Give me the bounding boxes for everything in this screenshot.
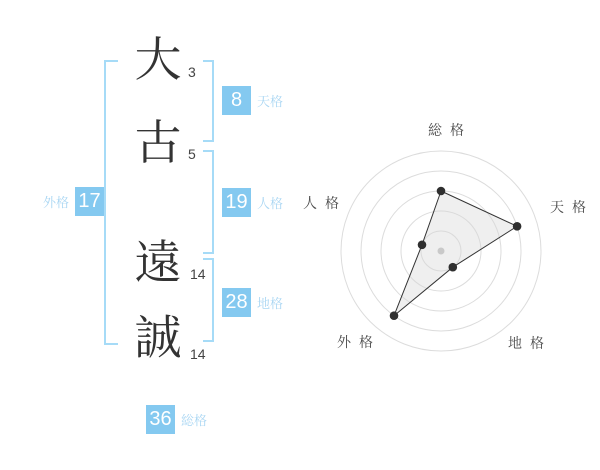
radar-center-dot — [438, 248, 445, 255]
chikaku-row — [222, 288, 283, 317]
jinkaku-label: 人格 — [257, 196, 284, 211]
jinkaku-bracket — [203, 150, 214, 254]
tenkaku-label: 天格 — [257, 94, 284, 109]
soukaku-row — [146, 405, 207, 434]
chikaku-label: 地格 — [257, 296, 284, 311]
radar-axis-label-chikaku: 地格 — [508, 335, 552, 351]
tenkaku-value-badge: 8 — [222, 86, 251, 115]
radar-axis-label-tenkaku: 天格 — [550, 199, 594, 215]
kanji-char-4: 誠 — [134, 311, 182, 364]
tenkaku-row — [222, 86, 283, 115]
gaikaku-value-badge: 17 — [75, 187, 104, 216]
gaikaku-row — [43, 187, 104, 216]
radar-point-4 — [418, 241, 427, 250]
soukaku-value-badge: 36 — [146, 405, 175, 434]
radar-point-1 — [513, 222, 522, 231]
radar-point-3 — [390, 311, 399, 320]
stroke-count-4: 14 — [190, 346, 206, 362]
radar-chart-svg — [300, 110, 590, 370]
stroke-count-2: 5 — [188, 146, 196, 162]
kanji-char-3: 遠 — [134, 236, 182, 289]
chikaku-bracket — [203, 258, 214, 342]
chikaku-value-badge: 28 — [222, 288, 251, 317]
radar-point-0 — [437, 187, 446, 196]
radar-axis-label-gaikaku: 外格 — [337, 334, 381, 350]
jinkaku-row — [222, 188, 283, 217]
tenkaku-bracket — [203, 60, 214, 142]
soukaku-label: 総格 — [181, 413, 208, 428]
full-name-bracket — [104, 60, 118, 345]
radar-point-2 — [449, 263, 458, 272]
gaikaku-label: 外格 — [43, 195, 70, 210]
kanji-char-2: 古 — [134, 116, 182, 169]
jinkaku-value-badge: 19 — [222, 188, 251, 217]
radar-polygon — [394, 191, 517, 316]
stroke-count-1: 3 — [188, 64, 196, 80]
radar-axis-label-soukaku: 総格 — [428, 122, 472, 138]
kanji-char-1: 大 — [134, 33, 182, 86]
radar-axis-label-jinkaku: 人格 — [303, 195, 347, 211]
stroke-count-3: 14 — [190, 266, 206, 282]
